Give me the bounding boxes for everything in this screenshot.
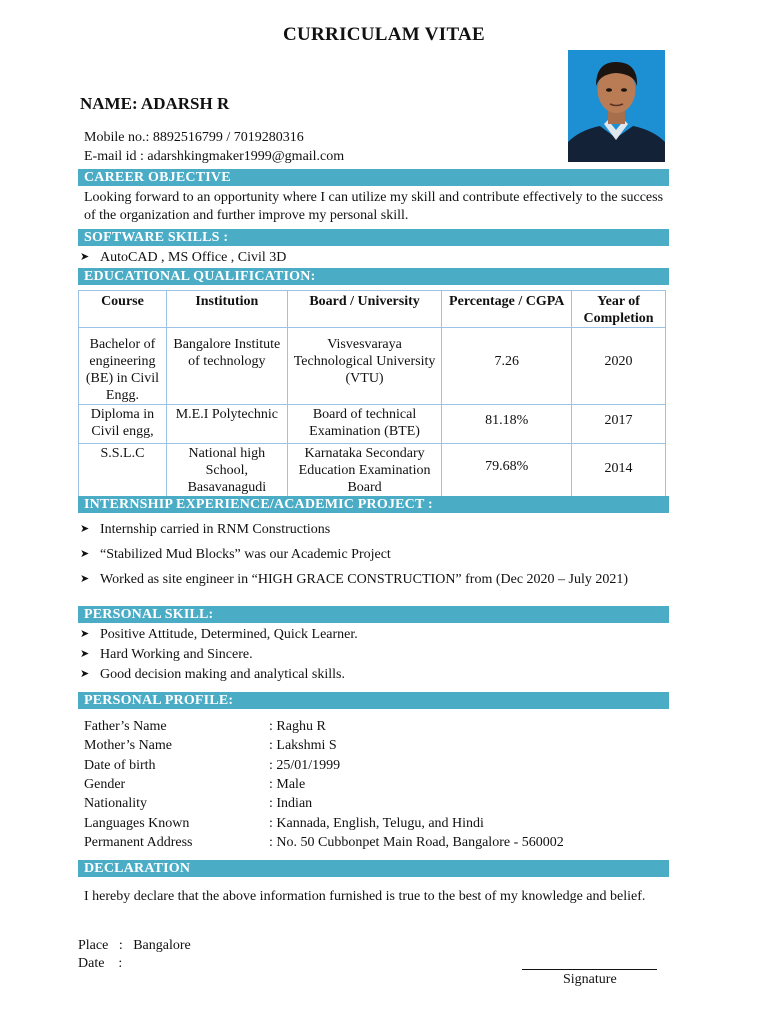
column-header: Year of Completion bbox=[572, 291, 666, 328]
profile-label: Father’s Name bbox=[84, 719, 167, 734]
table-cell: Diploma in Civil engg, bbox=[79, 405, 167, 444]
section-declaration: DECLARATION bbox=[78, 860, 669, 877]
signature-label: Signature bbox=[563, 972, 617, 987]
table-cell: Board of technical Examination (BTE) bbox=[287, 405, 442, 444]
table-row bbox=[79, 405, 666, 444]
table-cell: 79.68% bbox=[442, 444, 572, 499]
email-address: E-mail id : adarshkingmaker1999@gmail.com bbox=[84, 149, 345, 164]
section-career-objective: CAREER OBJECTIVE bbox=[78, 169, 669, 186]
table-cell: 2020 bbox=[572, 328, 666, 405]
list-item-text: “Stabilized Mud Blocks” was our Academic Project bbox=[100, 547, 391, 562]
section-software-skills: SOFTWARE SKILLS : bbox=[78, 229, 669, 246]
profile-value: : 25/01/1999 bbox=[269, 758, 341, 773]
table-cell: M.E.I Polytechnic bbox=[166, 405, 287, 444]
place-field: Place : Bangalore bbox=[78, 938, 191, 953]
table-row bbox=[79, 444, 666, 499]
profile-label: Languages Known bbox=[84, 816, 190, 831]
list-item bbox=[80, 546, 670, 563]
arrowhead-bullet-icon: ➤ bbox=[80, 251, 90, 263]
list-item-text: Worked as site engineer in “HIGH GRACE CONSTRUCTION” from (Dec 2020 – July 2021) bbox=[100, 572, 629, 587]
list-item-text: Internship carried in RNM Constructions bbox=[100, 522, 331, 537]
arrowhead-bullet-icon: ➤ bbox=[80, 548, 90, 560]
profile-label: Nationality bbox=[84, 796, 147, 811]
list-item bbox=[80, 521, 670, 538]
column-header: Institution bbox=[166, 291, 287, 328]
table-cell: Karnataka Secondary Education Examination Board bbox=[287, 444, 442, 499]
document-title: CURRICULAM VITAE bbox=[282, 24, 486, 45]
profile-value: : Raghu R bbox=[269, 719, 326, 734]
list-item-text: AutoCAD , MS Office , Civil 3D bbox=[100, 250, 287, 265]
column-header: Course bbox=[79, 291, 167, 328]
arrowhead-bullet-icon: ➤ bbox=[80, 573, 90, 585]
profile-label: Mother’s Name bbox=[84, 738, 172, 753]
profile-label: Gender bbox=[84, 777, 126, 792]
table-cell: Bangalore Institute of technology bbox=[166, 328, 287, 405]
profile-value: : Kannada, English, Telugu, and Hindi bbox=[269, 816, 484, 831]
table-cell: S.S.L.C bbox=[79, 444, 167, 499]
arrowhead-bullet-icon: ➤ bbox=[80, 648, 90, 660]
career-objective-text: Looking forward to an opportunity where I can utilize my skill and contribute effectively to the success of the organization and further improve my personal skill. bbox=[84, 190, 664, 223]
profile-value: : No. 50 Cubbonpet Main Road, Bangalore - 560002 bbox=[269, 835, 564, 850]
list-item-text: Hard Working and Sincere. bbox=[100, 647, 253, 662]
arrowhead-bullet-icon: ➤ bbox=[80, 668, 90, 680]
section-internship: INTERNSHIP EXPERIENCE/ACADEMIC PROJECT : bbox=[78, 496, 669, 513]
profile-value: : Lakshmi S bbox=[269, 738, 337, 753]
table-row bbox=[79, 328, 666, 405]
list-item-text: Good decision making and analytical skills. bbox=[100, 667, 345, 682]
education-table bbox=[78, 290, 666, 499]
table-cell: 2017 bbox=[572, 405, 666, 444]
table-cell: 81.18% bbox=[442, 405, 572, 444]
column-header: Percentage / CGPA bbox=[442, 291, 572, 328]
list-item bbox=[80, 646, 670, 663]
table-cell: Visvesvaraya Technological University (VTU) bbox=[287, 328, 442, 405]
list-item bbox=[80, 249, 670, 266]
table-cell: 2014 bbox=[572, 444, 666, 499]
arrowhead-bullet-icon: ➤ bbox=[80, 523, 90, 535]
section-personal-profile: PERSONAL PROFILE: bbox=[78, 692, 669, 709]
candidate-name: NAME: ADARSH R bbox=[80, 94, 230, 113]
section-educational-qualification: EDUCATIONAL QUALIFICATION: bbox=[78, 268, 669, 285]
table-cell: National high School, Basavanagudi bbox=[166, 444, 287, 499]
declaration-text: I hereby declare that the above information furnished is true to the best of my knowledge and belief. bbox=[84, 889, 646, 904]
table-header-row bbox=[79, 291, 666, 328]
list-item bbox=[80, 571, 670, 588]
arrowhead-bullet-icon: ➤ bbox=[80, 628, 90, 640]
list-item bbox=[80, 666, 670, 683]
profile-label: Date of birth bbox=[84, 758, 156, 773]
profile-value: : Male bbox=[269, 777, 306, 792]
mobile-number: Mobile no.: 8892516799 / 7019280316 bbox=[84, 130, 304, 145]
column-header: Board / University bbox=[287, 291, 442, 328]
profile-label: Permanent Address bbox=[84, 835, 193, 850]
list-item bbox=[80, 626, 670, 643]
date-field: Date : bbox=[78, 956, 123, 971]
table-cell: Bachelor of engineering (BE) in Civil Engg. bbox=[79, 328, 167, 405]
profile-photo bbox=[568, 50, 665, 162]
list-item-text: Positive Attitude, Determined, Quick Learner. bbox=[100, 627, 358, 642]
section-personal-skill: PERSONAL SKILL: bbox=[78, 606, 669, 623]
profile-value: : Indian bbox=[269, 796, 313, 811]
signature-line bbox=[522, 969, 657, 970]
table-cell: 7.26 bbox=[442, 328, 572, 405]
